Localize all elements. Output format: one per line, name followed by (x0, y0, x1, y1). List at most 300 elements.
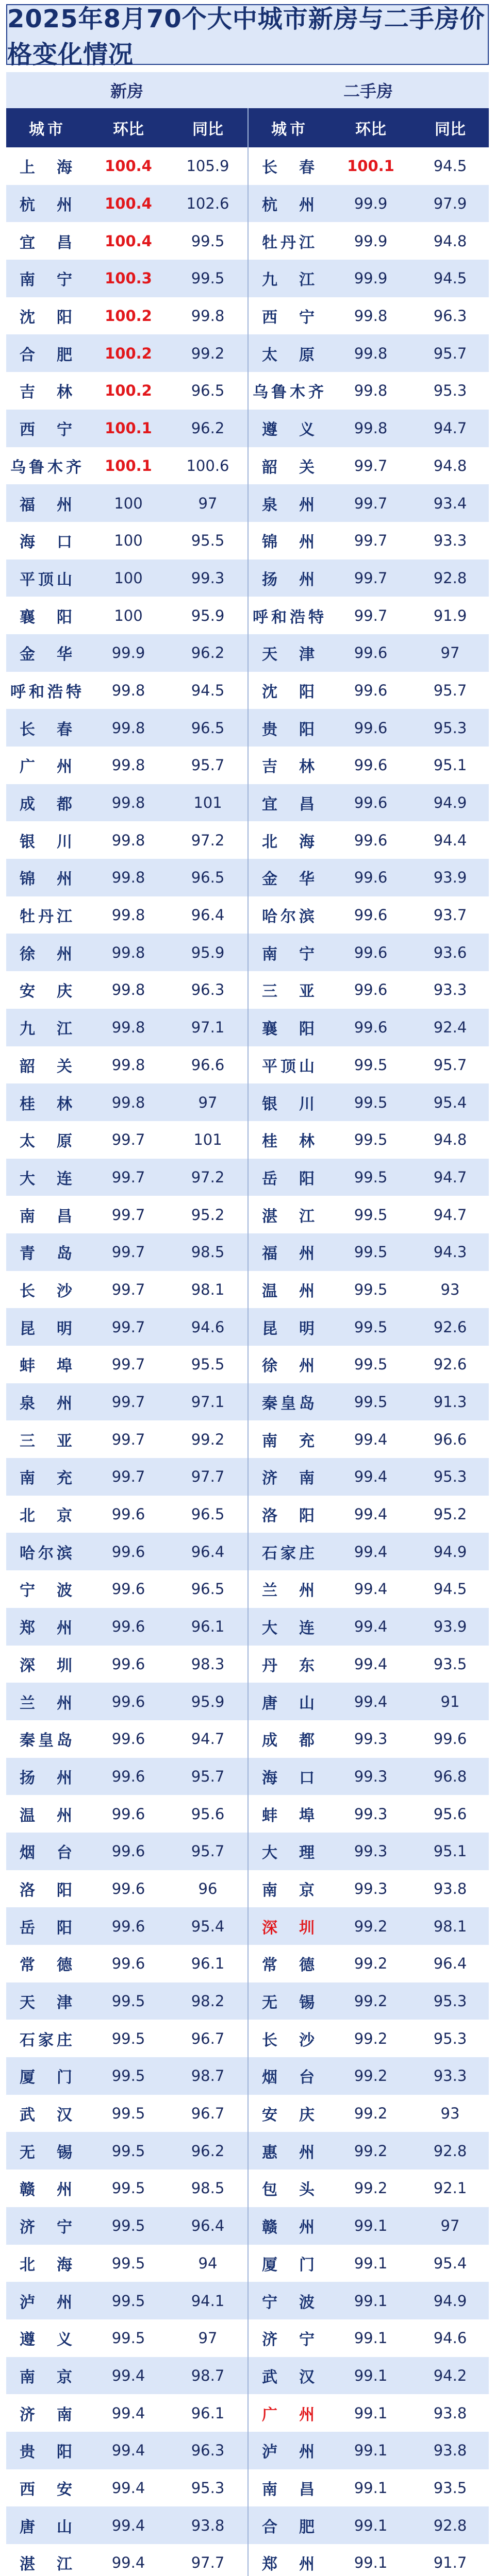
used-yoy-cell: 96.3 (433, 307, 467, 325)
new-yoy-cell: 99.5 (191, 269, 225, 287)
new-city-cell: 北 海 (20, 2256, 75, 2274)
used-mom-cell: 99.9 (354, 269, 388, 287)
used-city-cell: 武 汉 (262, 2368, 318, 2386)
new-home-cells (6, 1720, 249, 1758)
used-city-cell: 呼和浩特 (253, 608, 327, 626)
new-mom-cell: 100.4 (105, 232, 152, 250)
new-mom-cell: 99.5 (111, 2067, 145, 2085)
table-row (6, 784, 489, 822)
used-city-cell: 石家庄 (262, 1544, 318, 1563)
new-mom-cell: 99.8 (111, 906, 145, 924)
new-home-cells (6, 1758, 249, 1795)
header-mom: 环比 (113, 121, 144, 139)
new-city-cell: 韶 关 (20, 1057, 75, 1076)
new-mom-cell: 99.5 (111, 2142, 145, 2160)
used-city-cell: 烟 台 (262, 2069, 318, 2087)
used-yoy-cell: 96.4 (433, 1955, 467, 1973)
new-yoy-cell: 95.3 (191, 2479, 225, 2497)
new-home-cells (6, 1383, 249, 1421)
used-home-cells (249, 1945, 490, 1982)
used-city-cell: 泉 州 (262, 496, 318, 514)
new-home-cells (6, 784, 249, 822)
new-home-cells (6, 1121, 249, 1159)
used-mom-cell: 99.4 (354, 1580, 388, 1598)
table-row (6, 2020, 489, 2057)
new-city-cell: 九 江 (20, 1020, 75, 1039)
new-mom-cell: 99.4 (111, 2554, 145, 2572)
used-home-cells (249, 522, 490, 560)
table-row (6, 1121, 489, 1159)
new-yoy-cell: 94.5 (191, 681, 225, 699)
new-yoy-cell: 95.2 (191, 1206, 225, 1224)
new-mom-cell: 100.2 (105, 344, 152, 362)
used-yoy-cell: 95.3 (433, 2029, 467, 2047)
used-yoy-cell: 94.9 (433, 794, 467, 812)
used-mom-cell: 99.8 (354, 344, 388, 362)
used-home-cells (249, 1458, 490, 1496)
new-yoy-cell: 97.7 (191, 1468, 225, 1486)
used-city-cell: 哈尔滨 (262, 908, 318, 926)
used-yoy-cell: 93 (440, 2105, 460, 2123)
used-mom-cell: 99.6 (354, 831, 388, 849)
new-mom-cell: 99.5 (111, 2217, 145, 2235)
new-mom-cell: 99.6 (111, 1618, 145, 1636)
used-mom-cell: 99.1 (354, 2217, 388, 2235)
new-home-cells (6, 447, 249, 485)
new-mom-cell: 99.7 (111, 1468, 145, 1486)
table-row (6, 560, 489, 597)
used-yoy-cell: 94.9 (433, 1543, 467, 1561)
new-city-cell: 济 南 (20, 2405, 75, 2424)
new-yoy-cell: 95.4 (191, 1917, 225, 1935)
new-home-cells (6, 522, 249, 560)
new-home-cells (6, 334, 249, 372)
table-row (6, 1982, 489, 2020)
new-home-cells (6, 1159, 249, 1196)
new-city-cell: 西 宁 (20, 421, 75, 439)
used-home-cells (249, 1795, 490, 1833)
new-mom-cell: 100 (114, 569, 143, 587)
used-yoy-cell: 95.7 (433, 344, 467, 362)
used-yoy-cell: 97 (440, 2217, 460, 2235)
new-city-cell: 呼和浩特 (10, 683, 85, 701)
new-mom-cell: 99.7 (111, 1168, 145, 1186)
used-mom-cell: 99.1 (354, 2554, 388, 2572)
new-home-cells (6, 147, 249, 185)
used-home-cells (249, 1570, 490, 1608)
new-city-cell: 岳 阳 (20, 1919, 75, 1937)
used-home-cells (249, 334, 490, 372)
table-row (6, 2170, 489, 2207)
used-home-cells (249, 1308, 490, 1346)
table-row (6, 2095, 489, 2132)
new-yoy-cell: 102.6 (186, 195, 229, 213)
header-yoy: 同比 (435, 121, 466, 139)
used-city-cell: 洛 阳 (262, 1507, 318, 1526)
new-city-cell: 昆 明 (20, 1319, 75, 1338)
table-row (6, 1683, 489, 1720)
used-home-cells (249, 1907, 490, 1945)
new-city-cell: 烟 台 (20, 1844, 75, 1862)
used-mom-cell: 99.8 (354, 382, 388, 400)
new-home-cells (6, 2319, 249, 2357)
new-mom-cell: 99.7 (111, 1280, 145, 1298)
used-home-cells (249, 1683, 490, 1720)
used-mom-cell: 99.4 (354, 1430, 388, 1448)
used-home-cells (249, 747, 490, 784)
section-labels (6, 72, 489, 108)
used-city-cell: 三 亚 (262, 982, 318, 1001)
used-city-cell: 锦 州 (262, 533, 318, 552)
table-row (6, 1196, 489, 1233)
new-mom-cell: 99.8 (111, 681, 145, 699)
used-home-cells (249, 896, 490, 934)
table-row (6, 260, 489, 297)
new-home-cells (6, 1795, 249, 1833)
new-yoy-cell: 96.5 (191, 719, 225, 737)
used-home-cells (249, 2394, 490, 2432)
new-mom-cell: 99.8 (111, 756, 145, 774)
table-row (6, 484, 489, 522)
table-row (6, 1496, 489, 1533)
table-row (6, 821, 489, 859)
new-home-cells (6, 709, 249, 747)
used-city-cell: 济 宁 (262, 2331, 318, 2349)
used-mom-cell: 99.5 (354, 1355, 388, 1374)
used-yoy-cell: 94.3 (433, 1243, 467, 1261)
new-city-cell: 宜 昌 (20, 233, 75, 252)
used-home-cells (249, 1758, 490, 1795)
used-city-cell: 宁 波 (262, 2293, 318, 2312)
used-yoy-cell: 94.5 (433, 1580, 467, 1598)
new-city-cell: 哈尔滨 (20, 1544, 75, 1563)
used-mom-cell: 99.4 (354, 1618, 388, 1636)
table-row (6, 1758, 489, 1795)
new-yoy-cell: 96.5 (191, 869, 225, 887)
table-row (6, 147, 489, 185)
new-city-cell: 遵 义 (20, 2331, 75, 2349)
new-home-cells (6, 821, 249, 859)
used-yoy-cell: 93.8 (433, 2404, 467, 2422)
new-yoy-cell: 96.2 (191, 419, 225, 437)
new-yoy-cell: 96.1 (191, 1618, 225, 1636)
table-row (6, 747, 489, 784)
used-home-cells (249, 2544, 490, 2576)
new-home-cells (6, 2282, 249, 2319)
new-mom-cell: 99.6 (111, 1655, 145, 1673)
new-yoy-cell: 96.4 (191, 906, 225, 924)
new-mom-cell: 99.8 (111, 943, 145, 961)
new-mom-cell: 99.5 (111, 2179, 145, 2197)
new-home-cells (6, 484, 249, 522)
used-city-cell: 银 川 (262, 1095, 318, 1113)
new-home-cells (6, 2357, 249, 2395)
header-group-used (249, 108, 490, 147)
table-row (6, 522, 489, 560)
new-city-cell: 桂 林 (20, 1095, 75, 1113)
new-yoy-cell: 96.5 (191, 1505, 225, 1523)
used-mom-cell: 99.2 (354, 2067, 388, 2085)
table-row (6, 1420, 489, 1458)
used-mom-cell: 99.5 (354, 1056, 388, 1074)
used-mom-cell: 99.4 (354, 1655, 388, 1673)
table-row (6, 1795, 489, 1833)
new-yoy-cell: 99.2 (191, 344, 225, 362)
used-yoy-cell: 92.4 (433, 1019, 467, 1037)
used-home-cells (249, 484, 490, 522)
used-yoy-cell: 93.8 (433, 2442, 467, 2460)
used-mom-cell: 99.3 (354, 1842, 388, 1860)
new-yoy-cell: 95.9 (191, 1692, 225, 1710)
used-mom-cell: 99.2 (354, 2029, 388, 2047)
used-home-cells (249, 1608, 490, 1646)
new-yoy-cell: 96.1 (191, 2404, 225, 2422)
new-yoy-cell: 96.5 (191, 1580, 225, 1598)
new-yoy-cell: 94.6 (191, 1318, 225, 1336)
new-home-cells (6, 297, 249, 335)
used-yoy-cell: 96.6 (433, 1430, 467, 1448)
used-yoy-cell: 94.5 (433, 269, 467, 287)
new-mom-cell: 100.2 (105, 382, 152, 400)
used-mom-cell: 99.6 (354, 681, 388, 699)
new-city-cell: 郑 州 (20, 1619, 75, 1638)
new-home-cells (6, 2544, 249, 2576)
used-city-cell: 安 庆 (262, 2106, 318, 2125)
used-mom-cell: 99.5 (354, 1243, 388, 1261)
used-mom-cell: 99.5 (354, 1093, 388, 1111)
new-home-cells (6, 2394, 249, 2432)
used-yoy-cell: 93.4 (433, 494, 467, 512)
new-home-cells (6, 1046, 249, 1084)
new-yoy-cell: 96.7 (191, 2105, 225, 2123)
new-city-cell: 福 州 (20, 496, 75, 514)
table-row (6, 297, 489, 335)
used-city-cell: 韶 关 (262, 458, 318, 477)
new-city-cell: 泸 州 (20, 2293, 75, 2312)
used-yoy-cell: 93.8 (433, 1879, 467, 1897)
new-home-cells (6, 2132, 249, 2170)
new-mom-cell: 99.7 (111, 1131, 145, 1149)
used-yoy-cell: 92.8 (433, 569, 467, 587)
table-row (6, 1009, 489, 1046)
used-home-cells (249, 2095, 490, 2132)
used-home-cells (249, 185, 490, 223)
new-yoy-cell: 97.2 (191, 831, 225, 849)
table-row (6, 1383, 489, 1421)
used-yoy-cell: 95.3 (433, 382, 467, 400)
used-city-cell: 海 口 (262, 1769, 318, 1787)
table-row (6, 2506, 489, 2544)
new-home-cells (6, 1346, 249, 1383)
used-city-cell: 襄 阳 (262, 1020, 318, 1039)
new-mom-cell: 99.6 (111, 1767, 145, 1785)
used-home-cells (249, 2432, 490, 2469)
used-mom-cell: 99.5 (354, 1393, 388, 1411)
new-mom-cell: 99.8 (111, 1019, 145, 1037)
used-city-cell: 常 德 (262, 1956, 318, 1975)
new-city-cell: 宁 波 (20, 1582, 75, 1600)
used-city-cell: 吉 林 (262, 758, 318, 776)
used-yoy-cell: 94.7 (433, 1168, 467, 1186)
new-mom-cell: 99.8 (111, 981, 145, 999)
new-home-cells (6, 1870, 249, 1908)
used-mom-cell: 99.6 (354, 644, 388, 662)
new-city-cell: 无 锡 (20, 2143, 75, 2162)
table-row (6, 2469, 489, 2507)
used-mom-cell: 99.2 (354, 1917, 388, 1935)
table-row (6, 2319, 489, 2357)
used-home-cells (249, 672, 490, 709)
table-row (6, 709, 489, 747)
new-city-cell: 扬 州 (20, 1769, 75, 1787)
new-home-cells (6, 410, 249, 447)
new-yoy-cell: 96.6 (191, 1056, 225, 1074)
used-yoy-cell: 95.3 (433, 719, 467, 737)
used-mom-cell: 99.7 (354, 606, 388, 624)
used-city-cell: 长 沙 (262, 2031, 318, 2049)
used-mom-cell: 99.1 (354, 2366, 388, 2384)
used-city-cell: 丹 东 (262, 1656, 318, 1675)
used-city-cell: 徐 州 (262, 1357, 318, 1376)
new-mom-cell: 99.6 (111, 1955, 145, 1973)
new-city-cell: 太 原 (20, 1132, 75, 1151)
new-mom-cell: 100.3 (105, 269, 152, 287)
new-mom-cell: 99.8 (111, 1093, 145, 1111)
used-city-cell: 宜 昌 (262, 795, 318, 814)
used-mom-cell: 99.7 (354, 569, 388, 587)
used-city-cell: 无 锡 (262, 1994, 318, 2012)
used-home-cells (249, 1271, 490, 1309)
new-city-cell: 徐 州 (20, 945, 75, 963)
used-yoy-cell: 93 (440, 1280, 460, 1298)
used-yoy-cell: 93.7 (433, 906, 467, 924)
new-home-cells (6, 1833, 249, 1870)
new-yoy-cell: 99.3 (191, 569, 225, 587)
new-yoy-cell: 96.7 (191, 2029, 225, 2047)
used-home-cells (249, 1346, 490, 1383)
new-home-cells (6, 896, 249, 934)
used-home-cells (249, 410, 490, 447)
used-home-cells (249, 1159, 490, 1196)
used-mom-cell: 99.4 (354, 1692, 388, 1710)
used-home-cells (249, 709, 490, 747)
used-home-cells (249, 597, 490, 634)
used-home-cells (249, 2245, 490, 2282)
used-yoy-cell: 93.3 (433, 2067, 467, 2085)
new-mom-cell: 100.4 (105, 157, 152, 175)
used-home-cells (249, 222, 490, 260)
used-mom-cell: 99.2 (354, 2105, 388, 2123)
new-yoy-cell: 105.9 (186, 157, 229, 175)
new-home-cells (6, 1496, 249, 1533)
new-home-cells (6, 859, 249, 896)
table-row (6, 1046, 489, 1084)
new-city-cell: 长 春 (20, 720, 75, 739)
new-home-cells (6, 2245, 249, 2282)
used-yoy-cell: 92.8 (433, 2142, 467, 2160)
used-home-cells (249, 1196, 490, 1233)
used-mom-cell: 99.8 (354, 419, 388, 437)
used-yoy-cell: 91.9 (433, 606, 467, 624)
table-row (6, 334, 489, 372)
new-city-cell: 洛 阳 (20, 1881, 75, 1900)
used-yoy-cell: 95.3 (433, 1992, 467, 2010)
new-mom-cell: 99.6 (111, 1580, 145, 1598)
new-home-cells (6, 2207, 249, 2245)
table-row (6, 1159, 489, 1196)
used-yoy-cell: 98.1 (433, 1917, 467, 1935)
new-mom-cell: 99.5 (111, 2254, 145, 2272)
used-yoy-cell: 95.6 (433, 1805, 467, 1823)
new-mom-cell: 99.7 (111, 1243, 145, 1261)
new-mom-cell: 99.9 (111, 644, 145, 662)
used-city-cell: 遵 义 (262, 421, 318, 439)
new-city-cell: 深 圳 (20, 1656, 75, 1675)
new-city-cell: 金 华 (20, 646, 75, 664)
used-city-cell: 平顶山 (262, 1057, 318, 1076)
used-city-cell: 福 州 (262, 1245, 318, 1263)
new-yoy-cell: 95.7 (191, 1842, 225, 1860)
new-yoy-cell: 94 (198, 2254, 218, 2272)
used-yoy-cell: 95.3 (433, 1468, 467, 1486)
used-mom-cell: 99.5 (354, 1280, 388, 1298)
used-city-cell: 昆 明 (262, 1319, 318, 1338)
used-mom-cell: 99.9 (354, 195, 388, 213)
table-row (6, 1233, 489, 1271)
used-home-cells (249, 1420, 490, 1458)
used-city-cell: 秦皇岛 (262, 1395, 318, 1413)
used-home-cells (249, 1720, 490, 1758)
used-city-cell: 深 圳 (262, 1919, 318, 1937)
new-city-cell: 泉 州 (20, 1395, 75, 1413)
table-header (6, 108, 489, 147)
used-home-cells (249, 2170, 490, 2207)
used-home-cells (249, 147, 490, 185)
used-city-cell: 广 州 (262, 2405, 318, 2424)
used-city-cell: 北 海 (262, 833, 318, 851)
new-yoy-cell: 101 (193, 1131, 222, 1149)
new-mom-cell: 99.8 (111, 719, 145, 737)
used-mom-cell: 99.1 (354, 2329, 388, 2347)
new-yoy-cell: 97 (198, 1093, 218, 1111)
new-yoy-cell: 98.7 (191, 2067, 225, 2085)
used-mom-cell: 99.4 (354, 1543, 388, 1561)
new-home-cells (6, 2095, 249, 2132)
new-yoy-cell: 96.5 (191, 382, 225, 400)
used-yoy-cell: 93.9 (433, 1618, 467, 1636)
new-city-cell: 常 德 (20, 1956, 75, 1975)
used-yoy-cell: 94.7 (433, 419, 467, 437)
used-city-cell: 蚌 埠 (262, 1806, 318, 1825)
new-home-cells (6, 260, 249, 297)
used-yoy-cell: 95.1 (433, 756, 467, 774)
used-home-cells (249, 784, 490, 822)
new-city-cell: 安 庆 (20, 982, 75, 1001)
new-city-cell: 温 州 (20, 1806, 75, 1825)
used-home-cells (249, 1383, 490, 1421)
used-mom-cell: 99.4 (354, 1468, 388, 1486)
new-yoy-cell: 94.7 (191, 1730, 225, 1748)
new-city-cell: 合 肥 (20, 346, 75, 364)
new-home-cells (6, 2020, 249, 2057)
used-home-cells (249, 2357, 490, 2395)
table-row (6, 1570, 489, 1608)
new-mom-cell: 99.4 (111, 2404, 145, 2422)
used-mom-cell: 99.8 (354, 307, 388, 325)
table-row (6, 372, 489, 410)
new-mom-cell: 99.5 (111, 1992, 145, 2010)
table-row (6, 1271, 489, 1309)
